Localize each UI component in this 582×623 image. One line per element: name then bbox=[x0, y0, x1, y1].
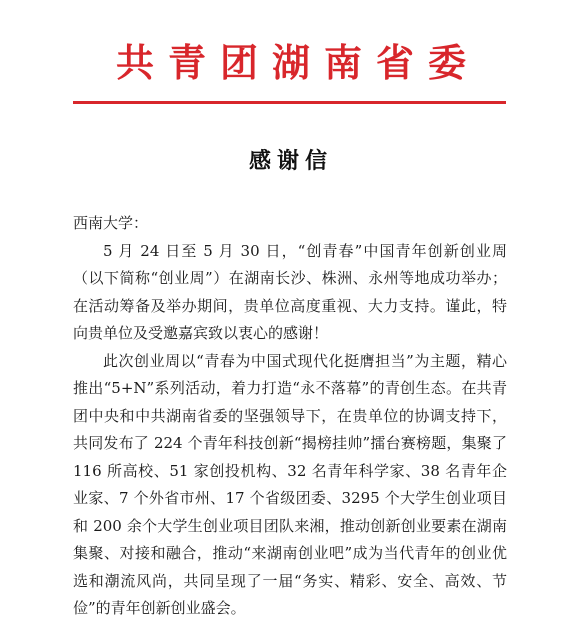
letter-body bbox=[73, 210, 507, 623]
salutation: 西南大学： bbox=[73, 214, 149, 232]
letterhead-red-rule bbox=[73, 101, 506, 104]
document-title: 感谢信 bbox=[248, 148, 333, 174]
paragraph-2: 此次创业周以“青春为中国式现代化挺膺担当”为主题，精心推出“5+N”系列活动，着力打造“永不落幕”的青创生态。在共青团中央和中共湖南省委的坚强领导下，在贵单位的协调支持下，共同发布了 224 个青年科技创新“揭榜挂帅”擂台赛榜题，集聚了 116 所高校、51 家创投机构、32 名青年科学家、38 名青年企业家、7 个外省市州、17 个省级团委、3295 个大学生创业项目和 200 余个大学生创业项目团队来湘，推动创新创业要素在湖南集聚、对接和融合，推动“来湖南创业吧”成为当代青年的创业优选和潮流风尚，共同呈现了一届“务实、精彩、安全、高效、节俭”的青年创新创业盛会。 bbox=[73, 351, 507, 617]
letterhead-org-name: 共青团湖南省委 bbox=[115, 40, 480, 85]
paragraph-1: 5 月 24 日至 5 月 30 日，“创青春”中国青年创新创业周（以下简称“创业周”）在湖南长沙、株洲、永州等地成功举办；在活动筹备及举办期间，贵单位高度重视、大力支持。谨此，特向贵单位及受邀嘉宾致以衷心的感谢！ bbox=[73, 241, 507, 342]
